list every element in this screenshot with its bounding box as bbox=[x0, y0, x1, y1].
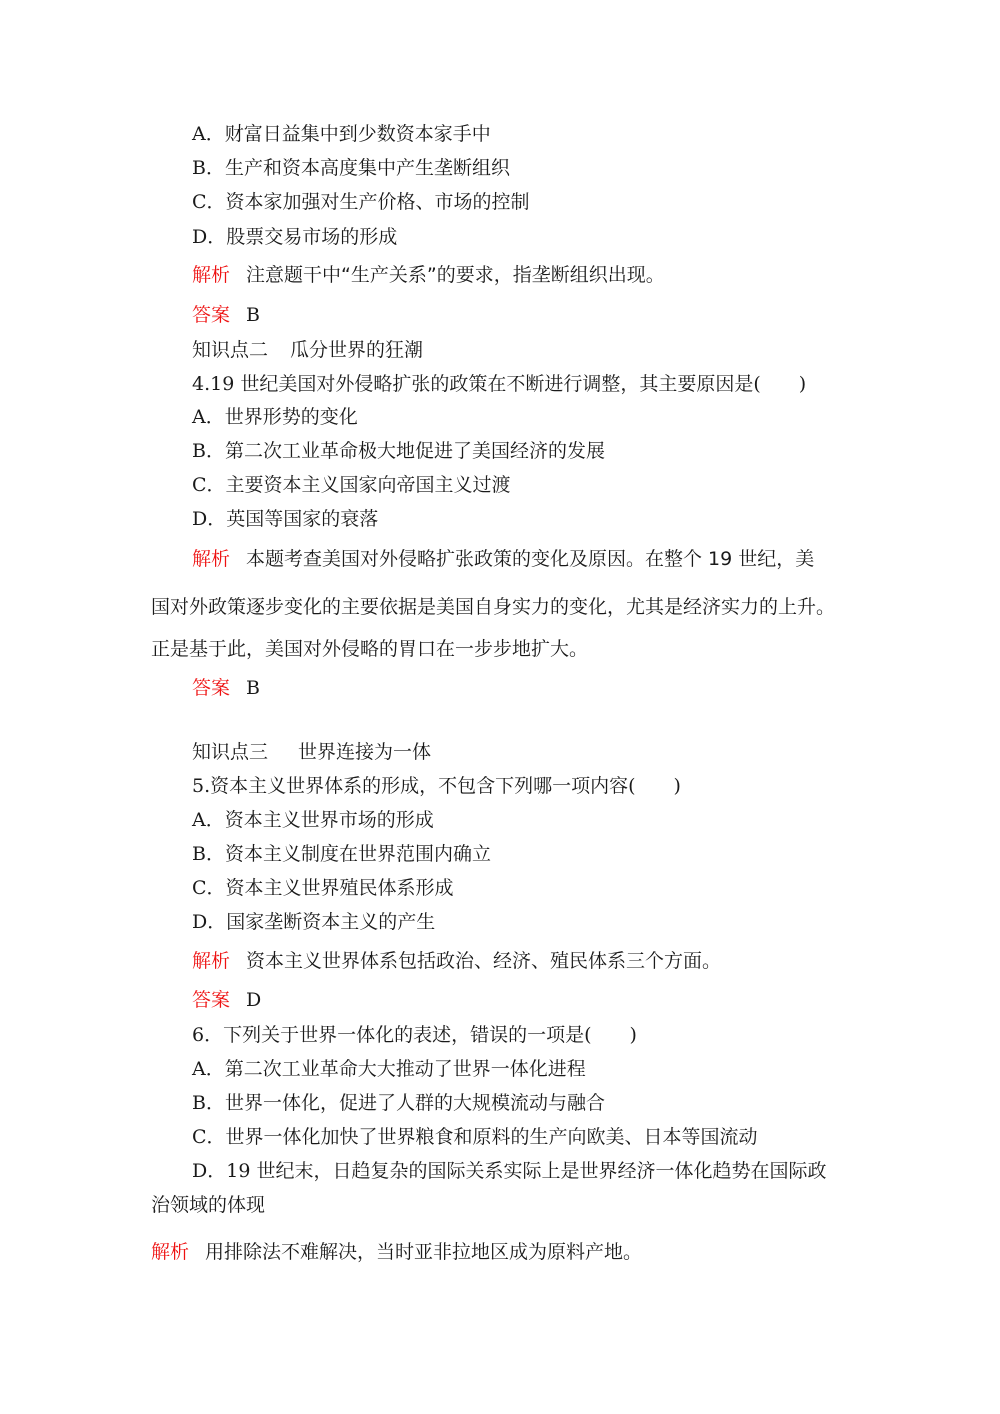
q3-answer bbox=[192, 303, 260, 327]
q5-answer bbox=[192, 988, 261, 1012]
analysis-text: 资本主义世界体系包括政治、经济、殖民体系三个方面。 bbox=[246, 950, 722, 972]
kp-label: 知识点二 bbox=[192, 339, 269, 361]
answer-value: B bbox=[246, 677, 260, 699]
q6-option-d-continued: 治领域的体现 bbox=[151, 1194, 266, 1216]
q4-answer bbox=[192, 676, 260, 700]
q3-option-b: B．生产和资本高度集中产生垄断组织 bbox=[192, 157, 510, 179]
q6-stem: 6．下列关于世界一体化的表述，错误的一项是( ) bbox=[192, 1024, 637, 1046]
q4-stem: 4.19 世纪美国对外侵略扩张的政策在不断进行调整，其主要原因是( ) bbox=[192, 373, 807, 395]
q4-option-d: D．英国等国家的衰落 bbox=[192, 508, 379, 530]
q5-analysis bbox=[192, 949, 721, 973]
q4-analysis-line-1 bbox=[192, 547, 814, 571]
q5-option-d: D．国家垄断资本主义的产生 bbox=[192, 911, 436, 933]
knowledge-point-3 bbox=[192, 740, 431, 764]
q5-option-b: B．资本主义制度在世界范围内确立 bbox=[192, 843, 491, 865]
q3-option-c: C．资本家加强对生产价格、市场的控制 bbox=[192, 191, 530, 213]
q3-option-d: D．股票交易市场的形成 bbox=[192, 226, 398, 248]
answer-value: B bbox=[246, 304, 260, 326]
answer-value: D bbox=[246, 989, 262, 1011]
q6-option-a: A．第二次工业革命大大推动了世界一体化进程 bbox=[192, 1058, 586, 1080]
q4-analysis-line-3: 正是基于此，美国对外侵略的胃口在一步步地扩大。 bbox=[151, 638, 589, 660]
q6-option-b: B．世界一体化，促进了人群的大规模流动与融合 bbox=[192, 1092, 605, 1114]
q4-analysis-line-2: 国对外政策逐步变化的主要依据是美国自身实力的变化，尤其是经济实力的上升。 bbox=[151, 596, 836, 618]
kp-label: 知识点三 bbox=[192, 741, 269, 763]
analysis-label: 解析 bbox=[192, 264, 231, 286]
analysis-label: 解析 bbox=[192, 950, 231, 972]
answer-label: 答案 bbox=[192, 677, 231, 699]
q4-option-c: C．主要资本主义国家向帝国主义过渡 bbox=[192, 474, 511, 496]
q6-analysis bbox=[151, 1240, 642, 1264]
analysis-text: 用排除法不难解决，当时亚非拉地区成为原料产地。 bbox=[205, 1241, 643, 1263]
q6-option-c: C．世界一体化加快了世界粮食和原料的生产向欧美、日本等国流动 bbox=[192, 1126, 758, 1148]
analysis-text: 本题考查美国对外侵略扩张政策的变化及原因。在整个 19 世纪，美 bbox=[246, 548, 815, 570]
analysis-text: 注意题干中“生产关系”的要求，指垄断组织出现。 bbox=[246, 264, 665, 286]
analysis-label: 解析 bbox=[192, 548, 231, 570]
q5-stem: 5.资本主义世界体系的形成，不包含下列哪一项内容( ) bbox=[192, 775, 681, 797]
analysis-label: 解析 bbox=[151, 1241, 190, 1263]
q5-option-c: C．资本主义世界殖民体系形成 bbox=[192, 877, 454, 899]
q3-analysis bbox=[192, 263, 665, 287]
q5-option-a: A．资本主义世界市场的形成 bbox=[192, 809, 434, 831]
kp-title: 瓜分世界的狂潮 bbox=[290, 339, 424, 361]
q6-option-d: D．19 世纪末，日趋复杂的国际关系实际上是世界经济一体化趋势在国际政 bbox=[192, 1160, 827, 1182]
kp-title: 世界连接为一体 bbox=[298, 741, 432, 763]
answer-label: 答案 bbox=[192, 989, 231, 1011]
q4-option-b: B．第二次工业革命极大地促进了美国经济的发展 bbox=[192, 440, 605, 462]
answer-label: 答案 bbox=[192, 304, 231, 326]
q3-option-a: A．财富日益集中到少数资本家手中 bbox=[192, 123, 491, 145]
knowledge-point-2 bbox=[192, 338, 423, 362]
q4-option-a: A．世界形势的变化 bbox=[192, 406, 358, 428]
